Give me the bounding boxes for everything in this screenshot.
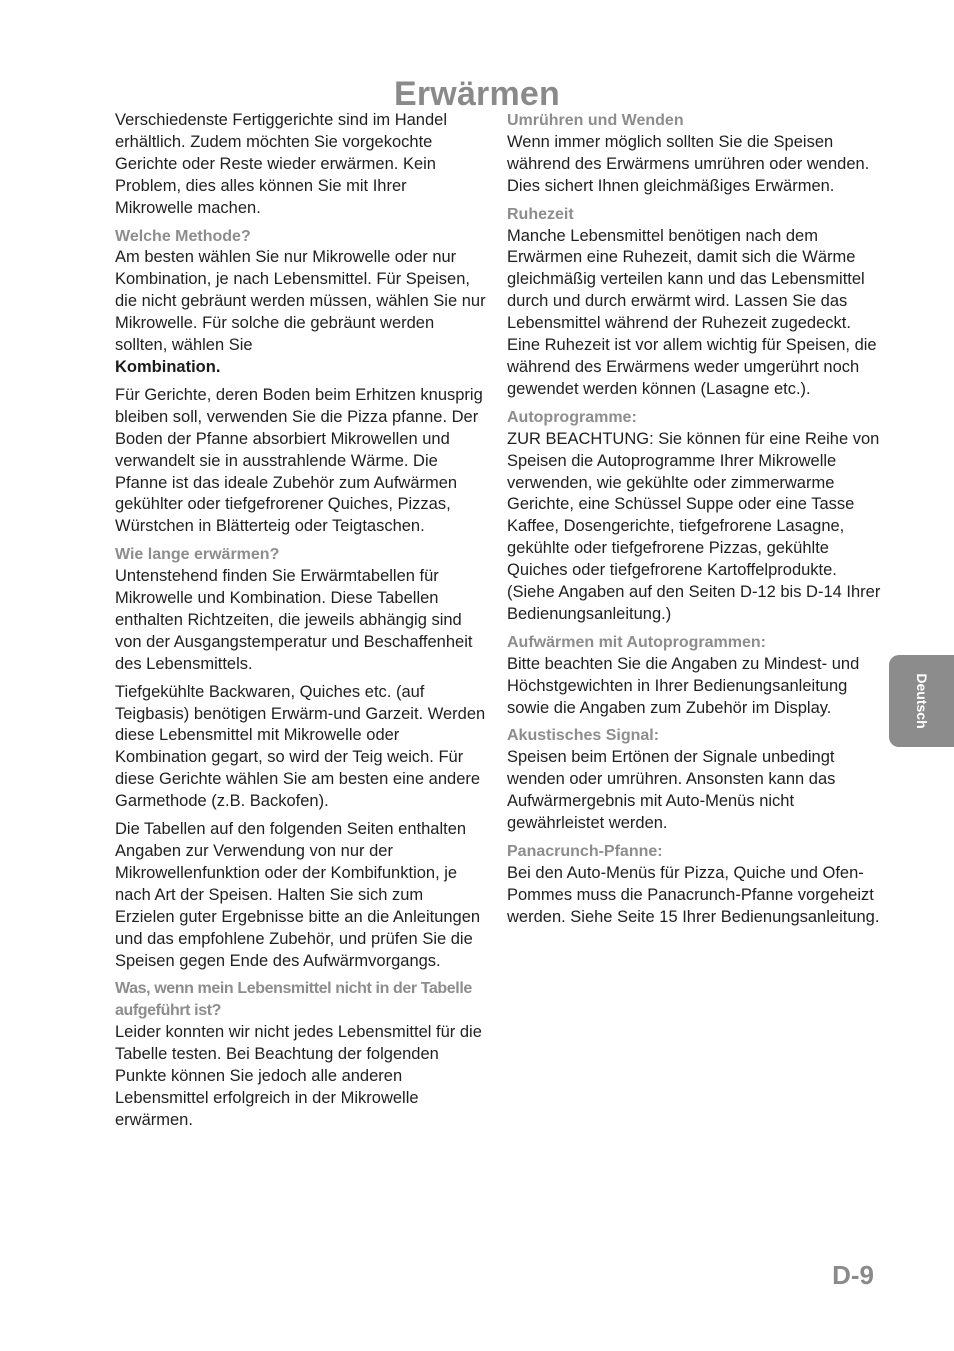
- methode-text: Am besten wählen Sie nur Mikrowelle oder nur Kombination, je nach Lebensmittel. Für Speisen, die nicht gebräunt werden müssen, wählen Sie nur Mikrowelle. Für solche die gebräunt werden sollten, wählen Sie: [115, 248, 486, 355]
- pfanne-paragraph: Bei den Auto-Menüs für Pizza, Quiche und Ofen-Pommes muss die Panacrunch-Pfanne vorgeheizt werden. Siehe Seite 15 Ihrer Bedienungsanleitung.: [507, 863, 880, 926]
- section-heading-lange: Wie lange erwärmen?: [115, 546, 280, 564]
- page-number: D-9: [832, 1260, 874, 1290]
- left-column: [115, 110, 487, 1138]
- section-heading-umruehren: Umrühren und Wenden: [507, 112, 684, 129]
- methode-bold-text: Kombination.: [115, 357, 221, 376]
- ruhezeit-paragraph: Manche Lebensmittel benötigen nach dem Erwärmen eine Ruhezeit, damit sich die Wärme gleichmäßig verteilen kann und das Lebensmittel durch und durch erwärmt wird. Lassen Sie das Lebensmittel während der Ruhezeit zugedeckt. Eine Ruhezeit ist vor allem wichtig für Speisen, die während des Erwärmens weder umgerührt noch gewendet werden können (Lasagne etc.).: [507, 226, 877, 398]
- umruehren-paragraph: Wenn immer möglich sollten Sie die Speisen während des Erwärmens umrühren oder wenden. Dies sichert Ihnen gleichmäßiges Erwärmen.: [507, 132, 870, 195]
- right-column: [507, 110, 882, 935]
- tabellen-paragraph: Die Tabellen auf den folgenden Seiten enthalten Angaben zur Verwendung von nur der Mikrowellenfunktion oder der Kombifunktion, je nach Art der Speisen. Halten Sie sich zum Erzielen guter Ergebnisse bitte an die Anleitungen und das empfohlene Zubehör, und prüfen Sie die Speisen gegen Ende des Aufwärmvorgangs.: [115, 820, 481, 970]
- section-heading-aufwaermen: Aufwärmen mit Autoprogrammen:: [507, 633, 766, 651]
- section-heading-pfanne: Panacrunch-Pfanne:: [507, 843, 663, 860]
- autoprogramme-paragraph: ZUR BEACHTUNG: Sie können für eine Reihe von Speisen die Autoprogramme Ihrer Mikrowelle verwenden, wie gekühlte oder zimmerwarme Gerichte, eine Schüssel Suppe oder eine Tasse Kaffee, Dosengerichte, tiefgefrorene Lasagne, gekühlte oder tiefgefrorene Pizzas, gekühlte Quiches oder tiefgefrorene Kartoffelprodukte. (Siehe Angaben auf den Seiten D-12 bis D-14 Ihrer Bedienungsanleitung.): [507, 429, 881, 623]
- methode-paragraph: [115, 247, 487, 378]
- language-tab-label: Deutsch: [913, 673, 930, 729]
- signal-paragraph: Speisen beim Ertönen der Signale unbedingt wenden oder umrühren. Ansonsten kann das Aufwärmergebnis mit Auto-Menüs nicht gewährleistet werden.: [507, 748, 836, 833]
- page-title: Erwärmen: [393, 74, 560, 113]
- was-paragraph: Leider konnten wir nicht jedes Lebensmittel für die Tabelle testen. Bei Beachtung der folgenden Punkte können Sie jedoch alle anderen Lebensmittel erfolgreich in der Mikrowelle erwärmen.: [115, 1023, 482, 1129]
- section-heading-autoprogramme: Autoprogramme:: [507, 408, 637, 426]
- section-heading-methode: Welche Methode?: [115, 227, 251, 245]
- pizza-paragraph: Für Gerichte, deren Boden beim Erhitzen knusprig bleiben soll, verwenden Sie die Pizza pfanne. Der Boden der Pfanne absorbiert Mikrowellen und verwandelt sie in ausstrahlende Wärme. Die Pfanne ist das ideale Zubehör zum Aufwärmen gekühlter oder tiefgefrorener Quiches, Pizzas, Würstchen in Blätterteig oder Teigtaschen.: [115, 385, 483, 536]
- lange-paragraph: Untenstehend finden Sie Erwärmtabellen für Mikrowelle und Kombination. Diese Tabellen enthalten Richtzeiten, die jeweils abhängig sind von der Ausgangstemperatur und Beschaffenheit des Lebensmittels.: [115, 567, 473, 673]
- language-tab: [889, 655, 954, 747]
- intro-paragraph: Verschiedenste Fertiggerichte sind im Handel erhältlich. Zudem möchten Sie vorgekochte Gerichte oder Reste wieder erwärmen. Kein Problem, dies alles können Sie mit Ihrer Mikrowelle machen.: [115, 111, 448, 217]
- section-heading-signal: Akustisches Signal:: [507, 727, 660, 745]
- section-heading-ruhezeit: Ruhezeit: [507, 205, 574, 223]
- aufwaermen-paragraph: Bitte beachten Sie die Angaben zu Mindest- und Höchstgewichten in Ihrer Bedienungsanleitung sowie die Angaben zum Zubehör im Display.: [507, 654, 860, 717]
- backwaren-paragraph: Tiefgekühlte Backwaren, Quiches etc. (auf Teigbasis) benötigen Erwärm-und Garzeit. Werden diese Lebensmittel mit Mikrowelle oder Kombination gegart, so wird der Teig weich. Für diese Gerichte wählen Sie am besten eine andere Garmethode (z.B. Backofen).: [115, 682, 486, 811]
- section-heading-was: Was, wenn mein Lebensmittel nicht in der Tabelle aufgeführt ist?: [115, 980, 472, 1020]
